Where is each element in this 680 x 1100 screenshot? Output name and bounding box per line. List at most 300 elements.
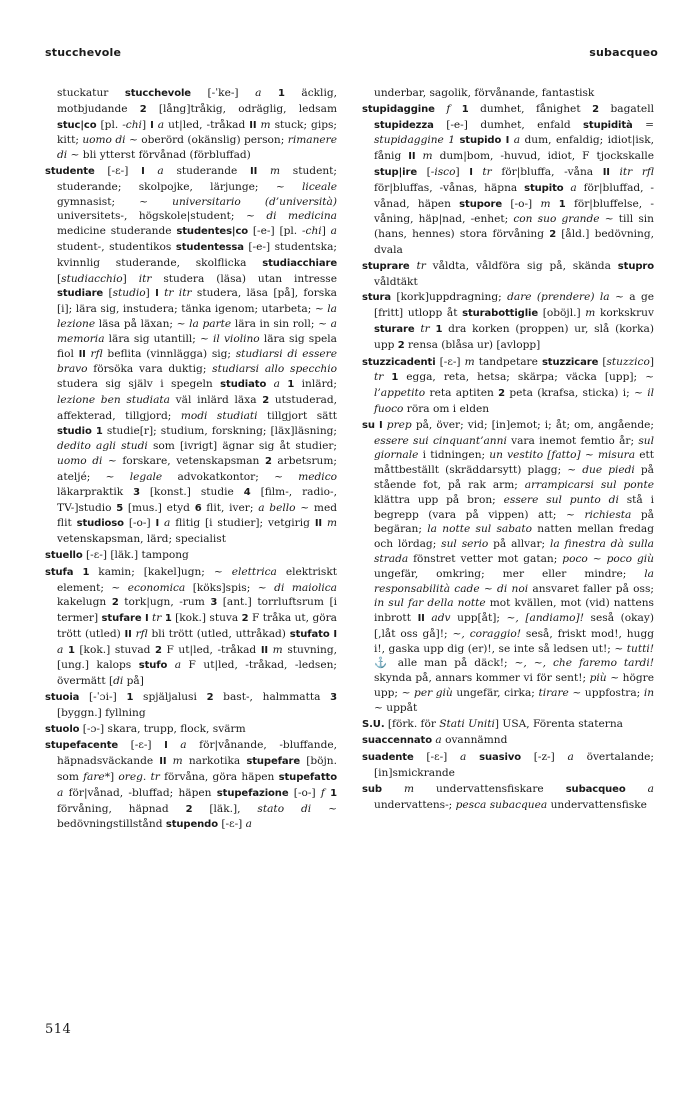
text: undervattensfiskare xyxy=(414,782,566,795)
text xyxy=(382,783,404,795)
headword: I xyxy=(155,288,159,300)
text: [oböjl.] xyxy=(538,307,586,320)
text: = xyxy=(632,118,655,131)
text: [kok.] stuvad xyxy=(74,643,156,656)
text: student; studerande; skolpojke, lärjunge; xyxy=(57,164,338,193)
text: elektriskt element; xyxy=(57,565,337,594)
text: beflita (vinnlägga) sig; xyxy=(102,347,236,360)
dictionary-entry xyxy=(45,565,337,689)
italic-text: -chi xyxy=(301,225,322,238)
text: [-o-] xyxy=(288,786,321,799)
headword: stuprare xyxy=(362,260,410,272)
left-column xyxy=(45,86,337,834)
italic-text: uomo di ~ xyxy=(57,455,117,468)
text: peta (krafsa, sticka) i; xyxy=(505,387,635,400)
text: studera sig själv i spegeln xyxy=(57,378,221,391)
italic-text: Stati Uniti xyxy=(439,717,495,730)
text: [byggn.] fyllning xyxy=(57,706,146,719)
text: [mus.] etyd xyxy=(123,501,195,514)
italic-text: di xyxy=(113,675,124,688)
text xyxy=(145,165,158,177)
italic-text: essere sui cinquant’anni xyxy=(374,434,507,447)
text: bagatell xyxy=(598,102,654,115)
italic-text: in ~ xyxy=(374,687,655,714)
text: egga, reta, hetsa; skärpa; väcka [upp]; xyxy=(398,371,646,384)
italic-text: a xyxy=(570,181,577,194)
text: [-e-] dumhet, enfald xyxy=(433,118,584,131)
headword: 1 xyxy=(164,613,172,625)
italic-text: itr rfl xyxy=(619,165,654,178)
text: på allvar; xyxy=(488,538,550,551)
text: universitets-, högskole|student; xyxy=(57,210,246,223)
headword: 1 xyxy=(330,787,337,799)
text: [film-, radio-, TV-]studio xyxy=(57,485,337,514)
text: ] xyxy=(122,272,139,285)
headword: II xyxy=(250,165,258,177)
headword: II xyxy=(159,756,167,768)
dictionary-entry xyxy=(45,722,337,738)
dictionary-entry xyxy=(45,86,337,163)
italic-text: a xyxy=(57,786,64,799)
headword: 2 xyxy=(397,339,405,351)
headword: 2 xyxy=(185,803,193,815)
text: klättra upp på bron; xyxy=(374,493,504,506)
italic-text: stupidaggine 1 xyxy=(374,134,456,147)
italic-text: a xyxy=(273,378,280,391)
italic-text: ~ legale xyxy=(105,470,163,483)
italic-text: dare (prendere) la ~ xyxy=(507,291,624,304)
headword: 2 xyxy=(264,456,272,468)
italic-text: a bello ~ xyxy=(258,501,310,514)
headword: 1 xyxy=(82,566,90,578)
headword: stupidaggine xyxy=(362,103,435,115)
text: ] xyxy=(110,771,119,784)
text: [-o-] xyxy=(123,517,156,530)
italic-text: stuzzico xyxy=(606,355,650,368)
headword: 1 xyxy=(126,692,134,704)
headword: 1 xyxy=(67,644,75,656)
italic-text: essere sul punto di xyxy=(503,493,619,506)
headword: stup|ire xyxy=(374,166,418,178)
text: seså (okay) [,låt oss gå]!; xyxy=(374,612,654,640)
headword: 6 xyxy=(194,502,202,514)
text: för|bluffa, -våna xyxy=(491,165,603,178)
italic-text: rfl xyxy=(135,627,148,640)
italic-text: ~ richiesta xyxy=(566,508,632,521)
italic-text: sul serio xyxy=(441,538,489,551)
text: ] xyxy=(145,287,156,300)
italic-text: in sul far della notte xyxy=(374,597,486,610)
text: [-e-] [pl. xyxy=(248,225,302,238)
headword: I xyxy=(164,740,168,752)
headword: II xyxy=(602,166,610,178)
text: [ant.] torrluftsrum [i termer] xyxy=(57,596,337,625)
text: för|vånande, -bluffande, häpnadsväckande xyxy=(57,739,337,768)
text: studie[r]; studium, forskning; [läx]läsning; xyxy=(102,424,337,437)
text: för|bluffas, -vånas, häpna xyxy=(374,181,525,194)
text: undervattensfiske xyxy=(547,798,647,811)
italic-text: itr xyxy=(138,272,152,285)
text xyxy=(466,751,479,763)
text: bedövningstillstånd xyxy=(57,818,166,831)
text: [-ɛ-] xyxy=(413,751,461,764)
headword: stuolo xyxy=(45,723,80,735)
dictionary-entry xyxy=(362,750,654,781)
headword: stupro xyxy=(617,260,654,272)
text: väl inlärd läxa xyxy=(169,393,263,406)
headword: I xyxy=(155,518,160,530)
headword: 1 xyxy=(277,88,285,99)
italic-text: sul giornale xyxy=(374,434,654,462)
text: [-ˈke-] xyxy=(190,87,256,99)
text: studera (läsa) utan intresse xyxy=(151,272,337,285)
text: uppfostra; xyxy=(581,687,644,700)
italic-text: pesca subacquea xyxy=(455,798,548,811)
italic-text: a xyxy=(164,517,171,530)
text: ] xyxy=(321,225,331,238)
text: lära sig utantill; xyxy=(104,332,200,345)
text: reta aptiten xyxy=(425,387,499,400)
text: [-ɔ-] skara, trupp, flock, svärm xyxy=(79,722,246,735)
italic-text: oreg. tr xyxy=(118,771,160,784)
headword: sturare xyxy=(374,323,415,335)
italic-text: ~, ~, che faremo tardi! xyxy=(514,657,654,670)
headword: 3 xyxy=(330,692,337,704)
italic-text: studiarsi di essere bravo xyxy=(57,347,337,376)
text: förvåna, göra häpen xyxy=(159,771,279,784)
text: högre upp; xyxy=(374,672,654,700)
headword: stuzzicadenti xyxy=(362,356,436,368)
text: fönstret vetter mot gatan; xyxy=(408,552,563,565)
headword: subacqueo xyxy=(565,783,626,795)
text: med flit xyxy=(57,501,338,530)
italic-text: m xyxy=(270,164,281,177)
text: dumhet, fånighet xyxy=(468,102,593,115)
text: äcklig, motbjudande xyxy=(57,87,337,115)
text: stuckatur xyxy=(57,87,125,99)
text: ansvaret faller på oss; xyxy=(528,582,654,595)
text: vara inemot femtio år; xyxy=(506,434,639,447)
text: stuck; gips; kitt; xyxy=(57,118,337,147)
text: våldtäkt xyxy=(374,275,418,288)
text xyxy=(473,166,483,178)
italic-text: la responsabilità cade ~ di noi xyxy=(374,567,654,595)
text: seså, friskt mod!, hugg i!, gaska upp dig (er)!, se inte så ledsen ut!; xyxy=(374,627,655,655)
text xyxy=(416,150,423,162)
headword: 5 xyxy=(116,502,124,514)
headword: stucchevole xyxy=(124,88,191,99)
italic-text: dedito agli studi xyxy=(57,440,148,453)
headword: 3 xyxy=(210,597,218,609)
italic-text: tr xyxy=(482,165,492,178)
italic-text: modi studiati xyxy=(180,409,258,422)
headword: 2 xyxy=(498,388,505,400)
text: inlärd; xyxy=(294,378,337,391)
italic-text: ~, coraggio! xyxy=(452,627,521,640)
italic-text: ~ il fuoco xyxy=(374,387,654,415)
dictionary-entry xyxy=(362,717,654,733)
italic-text: la notte sul sabato xyxy=(427,523,532,536)
italic-text: ~ due piedi xyxy=(567,464,635,477)
headword: stupefare xyxy=(246,756,301,768)
headword: studioso xyxy=(76,518,124,530)
italic-text: ~ il violino xyxy=(200,332,260,345)
dictionary-entry xyxy=(45,690,337,721)
text: F tråka ut, göra trött (utled) xyxy=(57,612,337,640)
text: a ge [fritt] utlopp åt xyxy=(374,291,655,320)
text xyxy=(450,103,462,115)
text: stå i begrepp (vara på vippen) att; xyxy=(374,493,654,521)
italic-text: rfl xyxy=(90,347,103,360)
italic-text: ~ universitario (d’università) xyxy=(139,195,338,208)
italic-text: ~ di medicina xyxy=(246,210,337,223)
headword: sturabottiglie xyxy=(462,308,539,320)
headword: sub xyxy=(362,783,382,795)
text: [kok.] stuva xyxy=(171,612,242,625)
headword: II xyxy=(408,151,416,163)
text: tillgjort sätt xyxy=(257,409,337,422)
text: bast-, halmmatta xyxy=(213,691,331,704)
dictionary-entry xyxy=(362,355,654,417)
italic-text: m xyxy=(172,755,183,768)
italic-text: ~ la parte xyxy=(176,317,232,330)
italic-text: tr xyxy=(374,371,384,384)
headword: studiacchiare xyxy=(262,257,337,269)
headword: stuc|co xyxy=(57,119,97,131)
text: [konst.] studie xyxy=(139,485,244,498)
text: arbetsrum; ateljé; xyxy=(57,455,337,483)
headword: stuello xyxy=(45,549,83,561)
italic-text: m xyxy=(585,307,596,320)
dictionary-entry xyxy=(362,782,654,813)
italic-text: ~ medico xyxy=(274,470,337,483)
italic-text: m xyxy=(464,355,475,368)
text: våldta, våldföra sig på, skända xyxy=(425,259,618,272)
text: [läk.], xyxy=(192,802,258,815)
italic-text: -isco xyxy=(430,165,456,178)
headword: stupefatto xyxy=(278,772,337,784)
headword: stuoia xyxy=(45,692,80,704)
headword: studentes|co xyxy=(176,226,249,238)
text xyxy=(168,739,181,751)
running-head-right: subacqueo xyxy=(589,46,658,59)
headword: I xyxy=(150,119,154,131)
text: natten mellan fredag och lördag; xyxy=(374,523,654,551)
text: kakelugn xyxy=(57,596,112,609)
headword: 1 xyxy=(461,103,469,115)
headword: 3 xyxy=(133,486,140,498)
headword: stupefazione xyxy=(216,787,289,799)
italic-text: studiacchio xyxy=(61,272,123,285)
italic-text: tr xyxy=(416,259,426,272)
text: [förk. för xyxy=(384,717,440,730)
headword: 2 xyxy=(139,103,147,115)
text: flit, iver; xyxy=(201,501,259,514)
text: [-ɛ-] [läk.] tampong xyxy=(82,548,189,561)
italic-text: la finestra dà sulla strada xyxy=(374,538,654,565)
text: till sin (hans, hennes) stora förvåning xyxy=(374,213,654,241)
headword: 1 xyxy=(435,323,443,335)
headword: stupendo xyxy=(165,819,218,831)
text: lära sig spela fiol xyxy=(57,332,337,360)
headword: stupidezza xyxy=(374,119,434,131)
text: [-ɛ-] xyxy=(94,164,142,177)
headword: stufare xyxy=(101,613,142,625)
headword: II xyxy=(260,644,269,656)
italic-text: a xyxy=(180,739,187,752)
text: på, över; vid; [in]emot; i; åt; om, angående; xyxy=(411,418,655,431)
text: student-, studentikos xyxy=(57,240,176,253)
text: medicine studerande xyxy=(57,225,177,238)
italic-text: tirare ~ xyxy=(538,687,582,700)
text: F ut|led, -tråkad, -ledsen; övermätt [ xyxy=(57,659,337,688)
headword: 2 xyxy=(206,692,214,704)
italic-text: ~ per giù xyxy=(401,687,453,700)
text: för|vånad, -bluffad; häpen xyxy=(63,786,217,799)
italic-text: a xyxy=(330,225,337,238)
text: lära in sin roll; xyxy=(231,317,319,330)
text: narkotika xyxy=(182,755,247,768)
headword: I xyxy=(469,166,473,178)
text: förvåning, häpnad xyxy=(57,802,186,815)
text: ovannämnd xyxy=(441,734,508,747)
text: [böjn. som xyxy=(57,755,337,784)
text: rensa (blåsa ur) [avlopp] xyxy=(404,338,541,351)
text: ungefär, cirka; xyxy=(452,687,539,700)
italic-text: adv xyxy=(431,612,451,625)
italic-text: a xyxy=(460,751,467,764)
text xyxy=(610,166,620,178)
text: ut|led, -tråkad xyxy=(164,118,250,131)
italic-text: a xyxy=(157,164,164,177)
italic-text: uomo di ~ xyxy=(82,134,138,147)
headword: I xyxy=(505,135,510,147)
headword: stupido xyxy=(459,135,502,147)
text xyxy=(435,103,447,115)
text: [köks]spis; xyxy=(185,581,258,594)
text xyxy=(257,165,270,177)
text: studerande xyxy=(163,164,251,177)
headword: stura xyxy=(362,292,392,304)
headword: stufato xyxy=(289,628,330,640)
headword: 1 xyxy=(391,372,399,384)
headword: I xyxy=(333,628,338,640)
text: [ xyxy=(57,272,62,285)
text: [ xyxy=(103,287,113,300)
text: spjäljalusi xyxy=(133,691,207,704)
text: korkskruv xyxy=(595,307,654,320)
text: försöka vara duktig; xyxy=(87,363,213,376)
italic-text: ~ tutti! xyxy=(614,642,655,655)
italic-text: f xyxy=(446,102,451,115)
headword: stupore xyxy=(459,198,503,210)
text: [ xyxy=(417,165,431,178)
italic-text: a xyxy=(245,818,252,831)
italic-text: m xyxy=(272,643,283,656)
headword: I xyxy=(379,419,383,431)
text: [-ɛ-] xyxy=(118,739,165,752)
italic-text: f xyxy=(320,786,325,799)
text: övertalande; [in]smickrande xyxy=(374,751,654,780)
text: [ xyxy=(598,355,607,368)
page-number: 514 xyxy=(45,1022,72,1037)
text xyxy=(266,378,273,390)
text: skynda på, annars kommer vi för sent!; xyxy=(374,672,590,685)
italic-text: più ~ xyxy=(589,672,620,685)
italic-text: studio xyxy=(112,287,146,300)
text: för|bluffelse, -våning, häp|nad, -enhet; xyxy=(374,197,654,226)
italic-text: fare* xyxy=(83,771,110,784)
text: ⚓ alle man på däck!; xyxy=(374,657,515,670)
italic-text: a xyxy=(567,751,574,764)
italic-text: a xyxy=(435,734,442,747)
text: oberörd (okänslig) person; xyxy=(137,134,288,147)
text: tandpetare xyxy=(474,355,542,368)
italic-text: rimanere di ~ xyxy=(57,134,337,162)
text: [-e-] studentska; kvinnlig studerande, skolflicka xyxy=(57,240,337,269)
text: [-ˈɔi-] xyxy=(79,691,127,704)
headword: II xyxy=(249,119,257,131)
text: bli trött (utled, uttråkad) xyxy=(147,627,290,640)
italic-text: ~ a memoria xyxy=(57,317,337,345)
italic-text: ~ di maiolica xyxy=(257,581,337,594)
text: [lång]tråkig, odräglig, ledsam xyxy=(146,102,337,115)
text: [-ɛ-] xyxy=(435,355,465,368)
right-column xyxy=(362,86,654,813)
headword: studiato xyxy=(220,379,267,391)
headword: suasivo xyxy=(479,752,522,764)
italic-text: m xyxy=(326,517,337,530)
text: som [ivrigt] ägnar sig åt studier; xyxy=(147,440,337,453)
headword: 1 xyxy=(95,425,103,437)
headword: 4 xyxy=(243,486,251,498)
text: ett måttbeställt (skräddarsytt) plagg; xyxy=(374,449,655,477)
text xyxy=(261,87,278,99)
headword: stupefacente xyxy=(45,740,119,752)
text: ungefär, omkring; mer eller mindre; xyxy=(374,567,645,580)
italic-text: a xyxy=(513,134,521,147)
headword: 2 xyxy=(549,229,557,241)
text xyxy=(167,659,174,671)
headword: 2 xyxy=(111,597,119,609)
headword: stufo xyxy=(138,660,168,672)
dictionary-entry xyxy=(362,290,654,353)
italic-text: con suo grande ~ xyxy=(513,213,614,226)
italic-text: arrampicarsi sul ponte xyxy=(524,478,654,491)
text: flitig [i studier]; vetgirig xyxy=(170,517,315,530)
text: på begäran; xyxy=(374,508,655,536)
dictionary-entry xyxy=(362,418,654,716)
dictionary-entry xyxy=(362,102,654,258)
text: röra om i elden xyxy=(403,402,490,415)
text: mot kvällen, mot (vid) nattens inbrott xyxy=(374,597,654,625)
italic-text: ~ la lezione xyxy=(57,303,338,330)
text: stuvning, [ung.] kalops xyxy=(57,643,337,672)
text: i tidningen; xyxy=(418,449,490,462)
dictionary-entry xyxy=(45,548,337,564)
text: uppåt xyxy=(382,701,418,714)
headword: studente xyxy=(45,165,95,177)
italic-text: tr xyxy=(420,322,430,335)
italic-text: stato di ~ xyxy=(257,802,337,815)
text: för|bluffad, -vånad, häpen xyxy=(374,181,655,210)
headword: II xyxy=(417,613,425,625)
headword: 2 xyxy=(241,613,249,625)
headword: stuzzicare xyxy=(541,356,599,368)
headword: II xyxy=(78,348,86,360)
dictionary-entry xyxy=(45,164,337,547)
italic-text: lezione ben studiata xyxy=(57,393,170,406)
